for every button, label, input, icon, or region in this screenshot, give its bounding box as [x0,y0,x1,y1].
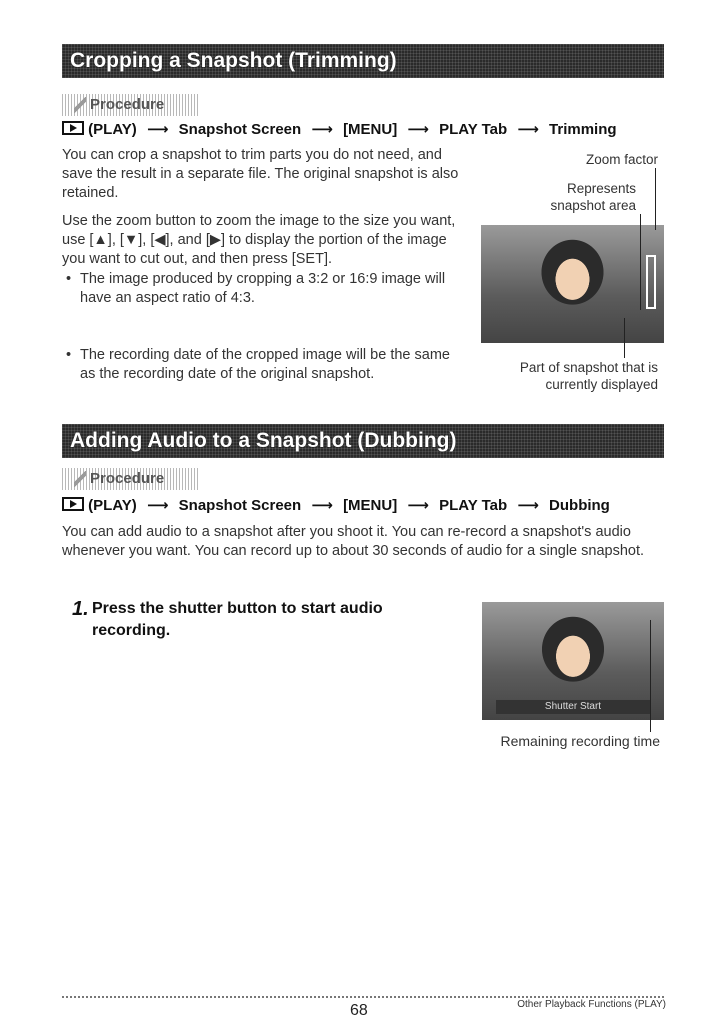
nav-step-trimming: Trimming [549,121,617,138]
nav-step-menu: [MENU] [343,121,398,138]
trimming-bullet-date: • The recording date of the cropped image will be the same as the recording date of the original snapshot. [62,346,462,384]
procedure-tag: Procedure [62,94,200,116]
nav-play-label: (PLAY) [88,497,137,514]
caption-remaining-time: Remaining recording time [500,733,660,749]
footer-divider [62,996,666,998]
nav-path-dubbing [62,496,610,514]
dubbing-sample-photo [482,602,664,720]
trimming-instructions: Use the zoom button to zoom the image to the size you want, use [▲], [▼], [◀], and [▶] to display the portion of the image you want to cut out, and then press [SET]. [62,213,456,267]
leader-line [655,168,656,230]
recording-status-bar: Shutter Start [496,700,650,714]
dubbing-intro: You can add audio to a snapshot after you shoot it. You can re-record a snapshot's audio whenever you want. You can record up to about 30 seconds of audio for a single snapshot. [62,524,645,559]
leader-line [624,318,625,358]
page-number: 68 [350,1002,368,1019]
procedure-tag: Procedure [62,468,200,490]
nav-path-trimming [62,120,617,138]
caption-part-line2: currently displayed [545,377,658,392]
caption-represents-area [480,180,636,214]
arrow-icon: ⟶ [407,121,429,138]
trimming-bullet-aspect: • The image produced by cropping a 3:2 or 16:9 image will have an aspect ratio of 4:3. [62,270,462,308]
section-heading-trimming: Cropping a Snapshot (Trimming) [62,44,664,78]
arrow-icon: ⟶ [517,121,539,138]
section-heading-dubbing: Adding Audio to a Snapshot (Dubbing) [62,424,664,458]
leader-line [650,620,651,732]
nav-step-menu: [MENU] [343,497,398,514]
trimming-intro: You can crop a snapshot to trim parts you do not need, and save the result in a separate file. The original snapshot is also retained. [62,147,459,201]
step-number: 1. [72,598,89,620]
zoom-area-marker [646,255,656,309]
nav-step-dubbing: Dubbing [549,497,610,514]
arrow-icon: ⟶ [146,497,169,514]
leader-line [640,214,641,310]
arrow-icon: ⟶ [517,497,539,514]
caption-part-displayed [470,359,658,393]
caption-part-line1: Part of snapshot that is [519,360,658,375]
trimming-sample-photo [481,225,664,343]
nav-step-snapshot-screen: Snapshot Screen [178,121,302,138]
caption-represents-line1: Represents [566,181,636,196]
arrow-icon: ⟶ [311,121,333,138]
arrow-icon: ⟶ [311,497,333,514]
play-button-icon [62,497,84,511]
step-instruction: Press the shutter button to start audio recording. [92,600,383,639]
nav-step-play-tab: PLAY Tab [439,497,508,514]
arrow-icon: ⟶ [146,121,169,138]
play-button-icon [62,121,84,135]
nav-play-label: (PLAY) [88,121,137,138]
nav-step-play-tab: PLAY Tab [439,121,508,138]
chapter-title: Other Playback Functions (PLAY) [517,999,666,1010]
caption-represents-line2: snapshot area [550,198,636,213]
nav-step-snapshot-screen: Snapshot Screen [178,497,302,514]
caption-zoom-factor: Zoom factor [585,152,658,167]
arrow-icon: ⟶ [407,497,429,514]
